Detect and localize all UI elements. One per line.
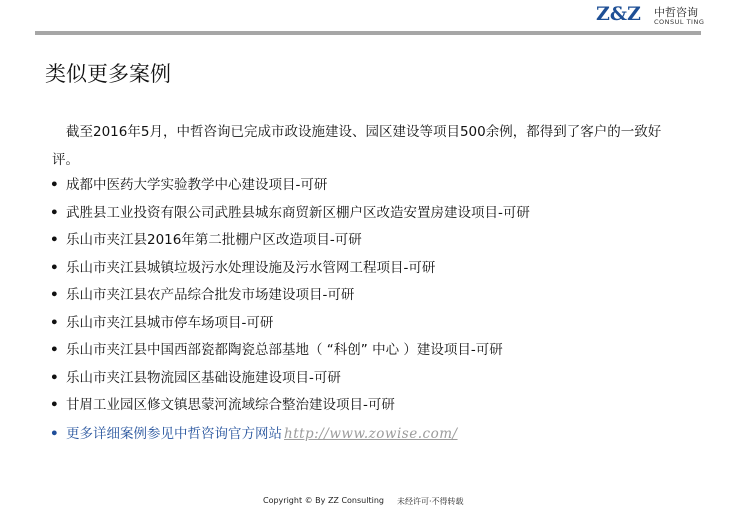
list-item [50,395,530,423]
bullet: • [50,259,59,276]
bullet: • [50,342,59,358]
logo-mark: Z&Z [596,3,641,25]
bullet: • [50,287,59,303]
project-name: 乐山市夹江县2016年第二批棚户区改造项目-可研 [66,232,362,248]
logo-english-name: CONSUL TING [654,18,705,26]
list-item [50,313,530,341]
list-item [50,258,530,286]
project-name: 乐山市夹江县农产品综合批发市场建设项目-可研 [66,287,355,303]
bullet: • [50,232,59,248]
list-item [50,285,530,313]
project-name: 武胜县工业投资有限公司武胜县城东商贸新区棚户区改造安置房建设项目-可研 [66,204,530,221]
website-link[interactable]: http://www.zowise.com/ [284,426,458,442]
header-divider [35,31,701,35]
project-name: 乐山市夹江县城市停车场项目-可研 [66,314,274,331]
intro-text: 截至2016年5月，中哲咨询已完成市政设施建设、园区建设等项目500余例，都得到了客户的一致好评。 [52,124,662,168]
bullet: • [50,204,59,221]
project-name: 乐山市夹江县城镇垃圾污水处理设施及污水管网工程项目-可研 [66,259,436,276]
page-title: 类似更多案例 [45,62,171,86]
list-item [50,340,530,368]
reprint-notice: 未经许可·不得转载 [397,497,464,506]
company-logo [596,3,706,29]
list-item [50,175,530,203]
bullet: • [50,314,59,331]
project-list [50,175,530,423]
more-cases-item [50,424,458,444]
logo-chinese-name: 中哲咨询 [654,6,698,19]
project-name: 甘眉工业园区修文镇思蒙河流域综合整治建设项目-可研 [66,397,395,413]
project-name: 乐山市夹江县物流园区基础设施建设项目-可研 [66,369,341,386]
bullet: • [50,426,59,442]
project-name: 乐山市夹江县中国西部瓷都陶瓷总部基地（ “科创” 中心 ）建设项目-可研 [66,342,503,358]
bullet: • [50,177,59,193]
project-name: 成都中医药大学实验教学中心建设项目-可研 [66,177,328,193]
list-item [50,230,530,258]
copyright-text: Copyright © By ZZ Consulting [263,496,384,505]
intro-paragraph [52,118,672,174]
bullet: • [50,369,59,386]
list-item [50,368,530,396]
list-item [50,203,530,231]
more-cases-text: 更多详细案例参见中哲咨询官方网站 [66,426,282,442]
bullet: • [50,397,59,413]
